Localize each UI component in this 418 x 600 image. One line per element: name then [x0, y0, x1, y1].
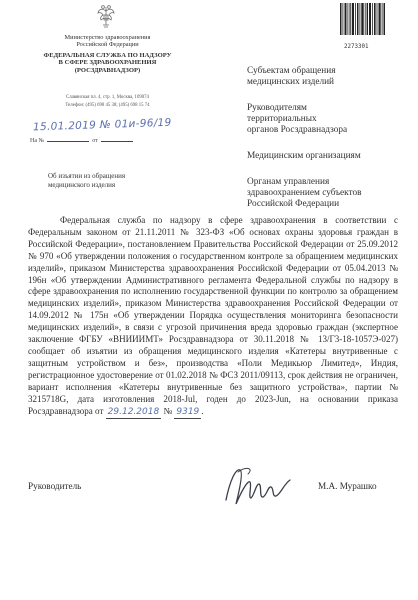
addressee-line: Органам управления	[247, 177, 330, 187]
barcode-number: 2273301	[344, 44, 369, 50]
addressee-group	[247, 151, 407, 162]
addressee-line: здравоохранением субъектов	[247, 188, 362, 198]
addressee-line: территориальных	[247, 114, 317, 124]
addressee-line: медицинских изделий	[247, 77, 335, 87]
handwritten-order-date: 29.12.2018	[106, 407, 162, 420]
ministry-name	[30, 34, 185, 48]
ref-number-label: На №	[30, 138, 45, 144]
addressee-group	[247, 66, 407, 88]
body-end: .	[201, 405, 204, 416]
addressee-group	[247, 177, 407, 210]
letter-body	[28, 215, 398, 419]
service-line: (РОСЗДРАВНАДЗОР)	[74, 66, 141, 74]
service-address	[30, 94, 185, 110]
signer-name: М.А. Мурашко	[318, 481, 377, 491]
reference-line	[30, 138, 136, 144]
addressee-line: Руководителям	[247, 103, 307, 113]
ref-date-label: от	[92, 138, 98, 144]
double-headed-eagle-icon	[96, 3, 116, 29]
ministry-line: Российской Федерации	[76, 41, 139, 49]
barcode-icon	[340, 3, 386, 35]
handwritten-order-number: 9319	[174, 407, 201, 420]
addressee-line: Субъектам обращения	[247, 66, 336, 76]
letter-subject: Об изъятии из обращения медицинского изделия	[48, 172, 126, 189]
service-name	[30, 52, 185, 74]
ref-number-blank	[47, 141, 89, 142]
addressee-line: Медицинским организациям	[247, 151, 361, 161]
service-line: В СФЕРЕ ЗДРАВООХРАНЕНИЯ	[58, 59, 157, 67]
handwritten-registration-number: 15.01.2019 № 01и-96/19	[32, 116, 172, 134]
addressee-block	[247, 66, 407, 225]
address-line: Славянская пл. 4, стр. 1, Москва, 109074	[66, 95, 149, 100]
addressee-group	[247, 103, 407, 136]
addressee-line: органов Росздравнадзора	[247, 125, 348, 135]
ref-date-blank	[101, 141, 133, 142]
body-text: Федеральная служба по надзору в сфере здравоохранения в соответствии с Федеральным законом от 21.11.2011 № 323-ФЗ «Об основах охраны здоровья граждан в Российской Федерации», постановлением Правительства Российской Федерации от 25.09.2012 № 970 «Об утверждении положения о государственном контроле за обращением медицинских изделий», приказом Министерства здравоохранения Российской Федерации от 05.04.2013 № 196н «Об утверждении Административного регламента Федеральной службы по надзору в сфере здравоохранения по исполнению государственной функции по контролю за обращением медицинских изделий», приказом Министерства здравоохранения Российской Федерации от 14.09.2012 № 175н «Об утверждении Порядка осуществления мониторинга безопасности медицинских изделий», в связи с угрозой причинения вреда здоровью граждан (экспертное заключение ФГБУ «ВНИИИМТ» Росздравнадзора от 30.11.2018 № 13/Г3-18-1057Э-027) сообщает об изъятии из обращения медицинского изделия «Катетеры внутривенные с защитным устройством и без», производства «Поли Медикьюр Лимитед», Индия, регистрационное удостоверение от 01.02.2018 № ФСЗ 2011/09113, срок действия не ограничен, вариант исполнения «Катетеры внутривенные без защитного устройства», партии № 3215718G, дата изготовления 2018-Jul, годен до 2023-Jun, на основании приказа Росздравнадзора от	[28, 215, 398, 416]
order-number-label: №	[163, 405, 173, 416]
ministry-line: Министерство здравоохранения	[64, 34, 151, 41]
addressee-line: Российской Федерации	[247, 199, 340, 209]
service-line: ФЕДЕРАЛЬНАЯ СЛУЖБА ПО НАДЗОРУ	[43, 52, 172, 59]
handwritten-signature-icon	[218, 460, 298, 512]
phone-line: Телефон: (495) 698 45 38; (495) 698 15 74	[65, 103, 150, 108]
signer-role: Руководитель	[28, 481, 82, 491]
